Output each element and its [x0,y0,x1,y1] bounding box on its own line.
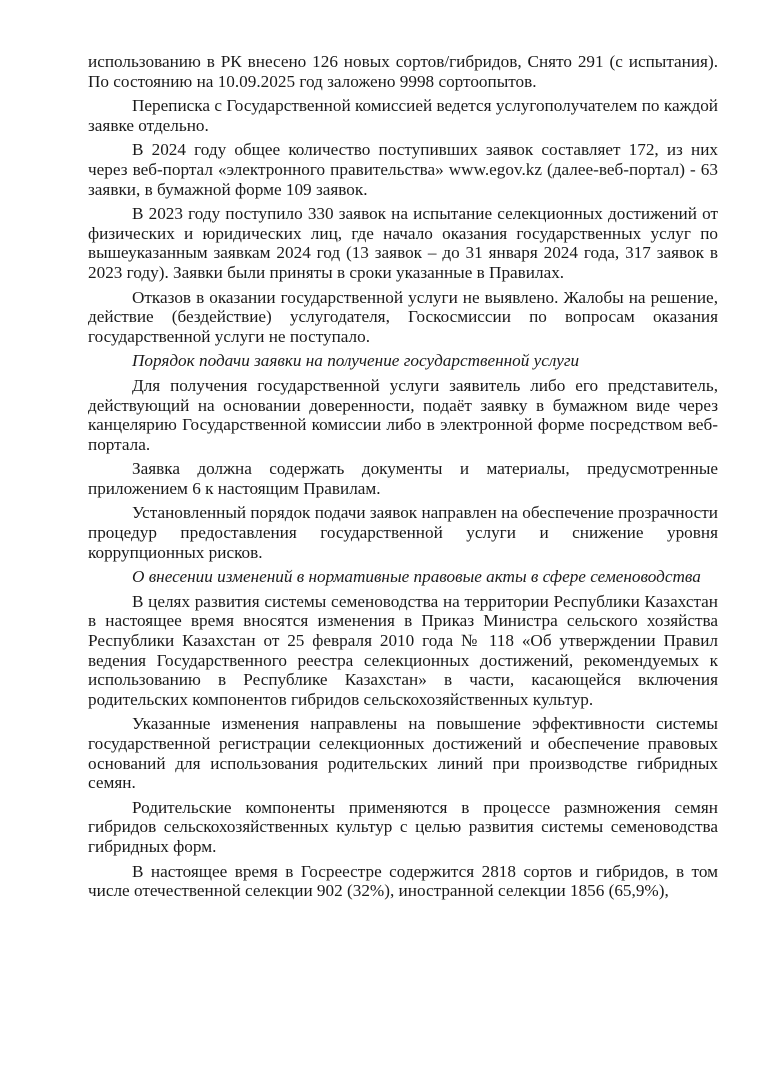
section-heading-application-procedure: Порядок подачи заявки на получение государственной услуги [132,351,580,371]
paragraph-applications-2024: В 2024 году общее количество поступивших заявок составляет 172, из них через веб-портал «электронного правительства» www.egov.kz (далее-веб-портал) - 63 заявки, в бумажной форме 109 заявок. [88,140,718,199]
document-body [88,52,718,906]
paragraph-order-amendment: В целях развития системы семеноводства на территории Республики Казахстан в настоящее время вносятся изменения в Приказ Министра сельского хозяйства Республики Казахстан от 25 февраля 2010 года № 118 «Об утверждении Правил ведения Государственного реестра селекционных достижений, рекомендуемых к использованию в Республике Казахстан» в части, касающейся включения родительских компонентов гибридов сельскохозяйственных культур. [88,591,718,709]
paragraph-amendment-purpose: Указанные изменения направлены на повышение эффективности системы государственной регистрации селекционных достижений и обеспечение правовых оснований для использования родительских линий при производстве гибридных семян. [88,714,718,793]
paragraph-applications-2023: В 2023 году поступило 330 заявок на испытание селекционных достижений от физических и юридических лиц, где начало оказания государственных услуг по вышеуказанным заявкам 2024 год (13 заявок – до 31 января 2024 года, 317 заявок в 2023 году). Заявки были приняты в сроки указанные в Правилах. [88,204,718,282]
paragraph-correspondence: Переписка с Государственной комиссией ведется услугополучателем по каждой заявке отдельно. [88,96,718,135]
paragraph-registry-stats: В настоящее время в Госреестре содержится 2818 сортов и гибридов, в том числе отечественной селекции 902 (32%), иностранной селекции 1856 (65,9%), [88,861,718,901]
paragraph-how-to-apply: Для получения государственной услуги заявитель либо его представитель, действующий на основании доверенности, подаёт заявку в бумажном виде через канцелярию Государственной комиссии либо в электронной форме посредством веб-портала. [88,375,718,454]
paragraph-transparency: Установленный порядок подачи заявок направлен на обеспечение прозрачности процедур предоставления государственной услуги и снижение уровня коррупционных рисков. [88,503,718,562]
paragraph-continuation: использованию в РК внесено 126 новых сортов/гибридов, Снято 291 (с испытания). По состоянию на 10.09.2025 год заложено 9998 сортоопытов. [88,52,718,91]
section-heading-regulation-changes: О внесении изменений в нормативные правовые акты в сфере семеноводства [132,567,701,587]
paragraph-application-contents: Заявка должна содержать документы и материалы, предусмотренные приложением 6 к настоящим Правилам. [88,459,718,498]
paragraph-no-refusals: Отказов в оказании государственной услуги не выявлено. Жалобы на решение, действие (бездействие) услугодателя, Госкосмиссии по вопросам оказания государственной услуги не поступало. [88,287,718,346]
paragraph-parental-components: Родительские компоненты применяются в процессе размножения семян гибридов сельскохозяйственных культур с целью развития системы семеноводства гибридных форм. [88,797,718,856]
